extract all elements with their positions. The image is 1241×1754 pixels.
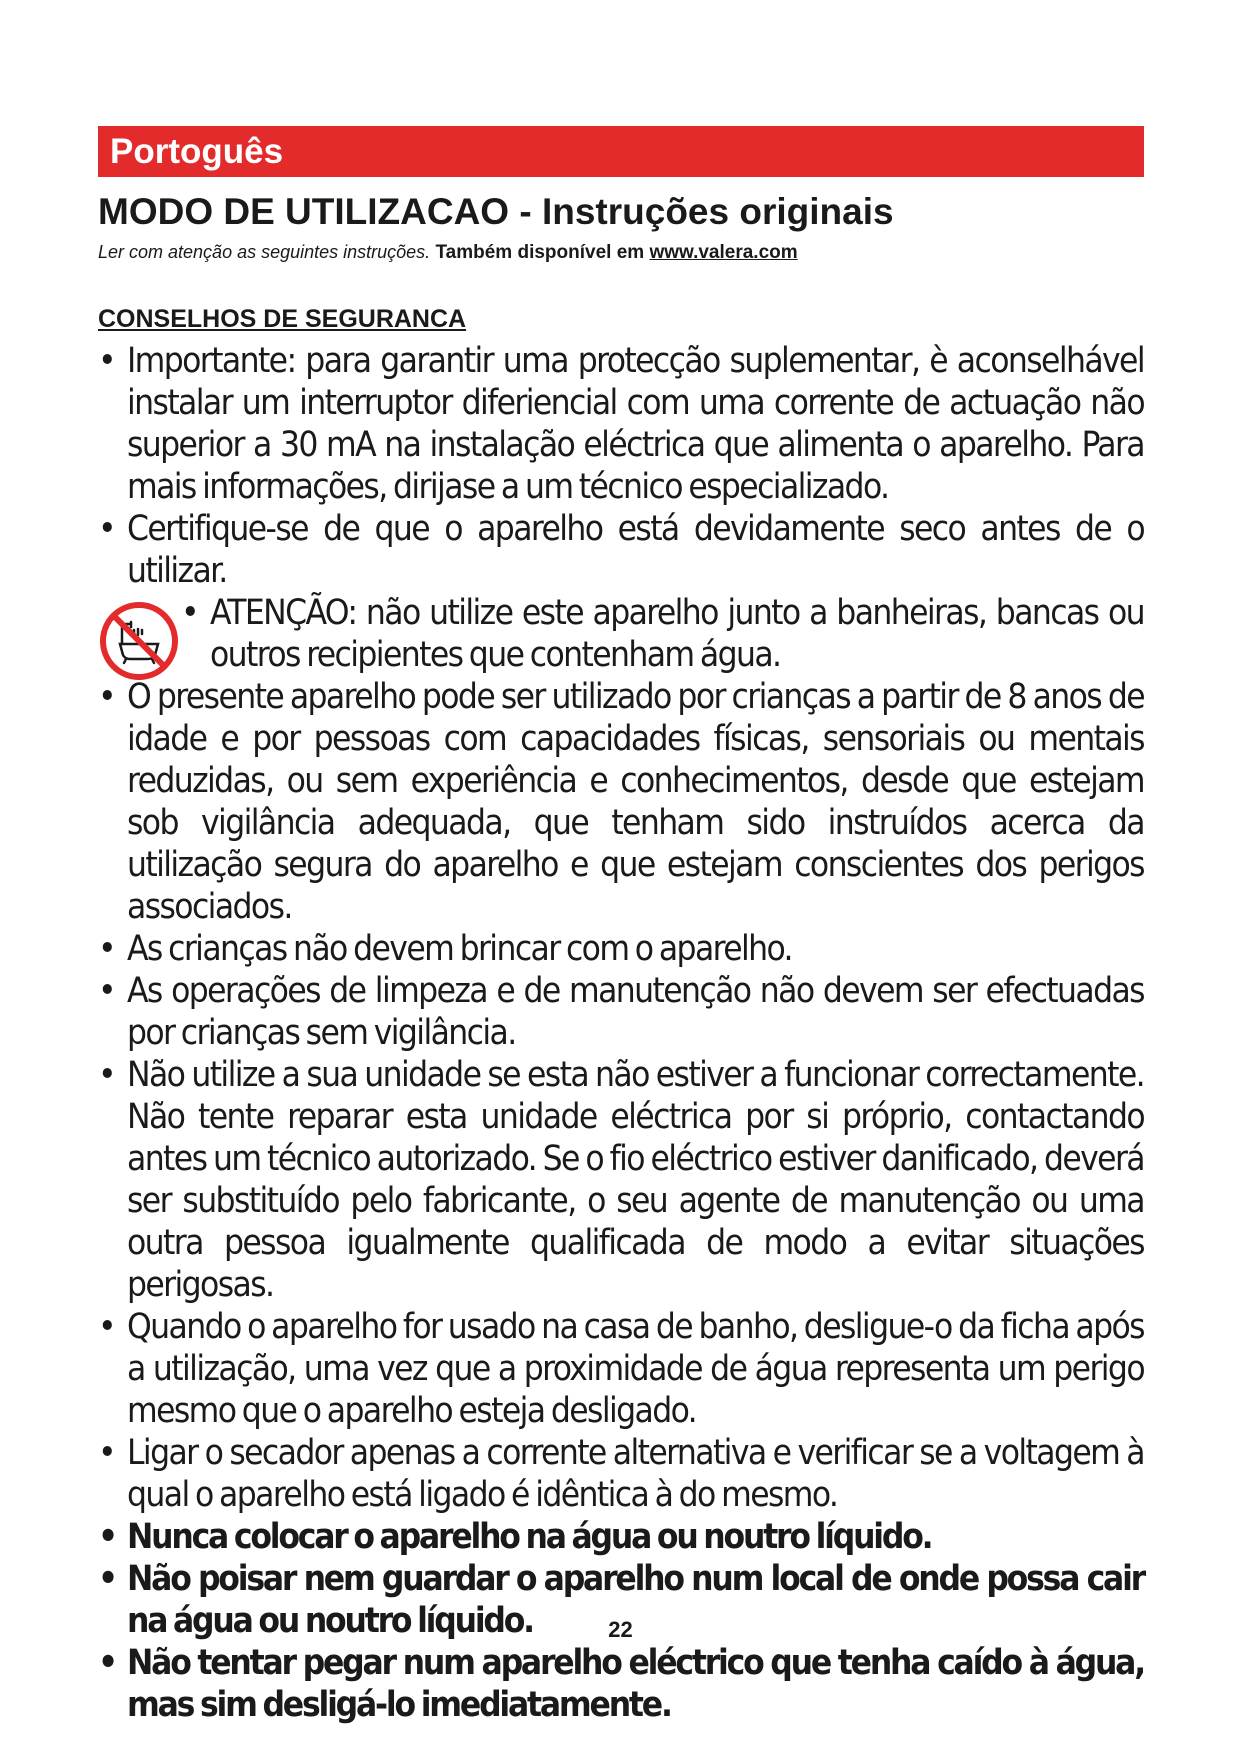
- list-item: [98, 970, 1144, 1054]
- available-label: Também disponível em: [435, 242, 645, 263]
- list-item: [98, 340, 1144, 508]
- list-item-warning: [98, 592, 1144, 676]
- list-item: [98, 1306, 1144, 1432]
- bullet: •: [98, 509, 117, 549]
- item-text: Nunca colocar o aparelho na água ou noutro líquido.: [127, 1517, 932, 1557]
- item-text: Não poisar nem guardar o aparelho num local de onde possa cair na água ou noutro líquido.: [127, 1559, 1144, 1641]
- bullet: •: [181, 593, 200, 633]
- subtitle: [98, 240, 798, 265]
- bullet: •: [98, 677, 117, 717]
- item-text: ATENÇÃO: não utilize este aparelho junto a banheiras, bancas ou outros recipientes que contenham água.: [210, 593, 1144, 675]
- website-link[interactable]: www.valera.com: [649, 242, 798, 263]
- bullet: •: [98, 1433, 117, 1473]
- bullet: •: [98, 1055, 117, 1095]
- section-heading: CONSELHOS DE SEGURANCA: [98, 305, 467, 333]
- bullet: •: [98, 341, 117, 381]
- list-item: [98, 508, 1144, 592]
- page-number: 22: [608, 1617, 633, 1642]
- list-item: [98, 1054, 1144, 1306]
- bullet: •: [98, 1307, 117, 1347]
- item-text: Ligar o secador apenas a corrente alternativa e verificar se a voltagem à qual o aparelho está ligado é idêntica à do mesmo.: [127, 1433, 1144, 1515]
- language-label: Portoguês: [110, 132, 284, 171]
- item-text: Certifique-se de que o aparelho está devidamente seco antes de o utilizar.: [127, 509, 1144, 591]
- no-bathtub-warning-icon: [98, 600, 180, 682]
- item-text: As operações de limpeza e de manutenção não devem ser efectuadas por crianças sem vigilância.: [127, 971, 1144, 1053]
- list-item-bold: [98, 1516, 1144, 1558]
- page-title: MODO DE UTILIZACAO - Instruções originais: [98, 191, 894, 232]
- list-item: [98, 1432, 1144, 1516]
- bullet: •: [98, 1643, 119, 1683]
- item-text: Não utilize a sua unidade se esta não estiver a funcionar correctamente. Não tente reparar esta unidade eléctrica por si próprio, contactando antes um técnico autorizado. Se o fio eléctrico estiver danificado, deverá ser substituído pelo fabricante, o seu agente de manutenção ou uma outra pessoa igualmente qualificada de modo a evitar situações perigosas.: [127, 1055, 1144, 1305]
- safety-list: [98, 340, 1144, 1726]
- intro-text: Ler com atenção as seguintes instruções.: [98, 242, 431, 262]
- item-text: Importante: para garantir uma protecção suplementar, è aconselhável instalar um interruptor diferiencial com uma corrente de actuação não superior a 30 mA na instalação eléctrica que alimenta o aparelho. Para mais informações, dirijase a um técnico especializado.: [127, 341, 1144, 507]
- bullet: •: [98, 929, 117, 969]
- list-item-bold: [98, 1642, 1144, 1726]
- item-text: Quando o aparelho for usado na casa de banho, desligue-o da ficha após a utilização, uma vez que a proximidade de água representa um perigo mesmo que o aparelho esteja desligado.: [127, 1307, 1144, 1431]
- item-text: O presente aparelho pode ser utilizado por crianças a partir de 8 anos de idade e por pessoas com capacidades físicas, sensoriais ou mentais reduzidas, ou sem experiência e conhecimentos, desde que estejam sob vigilância adequada, que tenham sido instruídos acerca da utilização segura do aparelho e que estejam conscientes dos perigos associados.: [127, 677, 1144, 927]
- item-text: Não tentar pegar num aparelho eléctrico que tenha caído à água, mas sim desligá-lo imediatamente.: [127, 1643, 1144, 1725]
- language-banner: [98, 126, 1144, 177]
- bullet: •: [98, 971, 117, 1011]
- list-item: [98, 928, 1144, 970]
- bullet: •: [98, 1517, 119, 1557]
- bullet: •: [98, 1559, 119, 1599]
- list-item: [98, 676, 1144, 928]
- item-text: As crianças não devem brincar com o aparelho.: [127, 929, 792, 969]
